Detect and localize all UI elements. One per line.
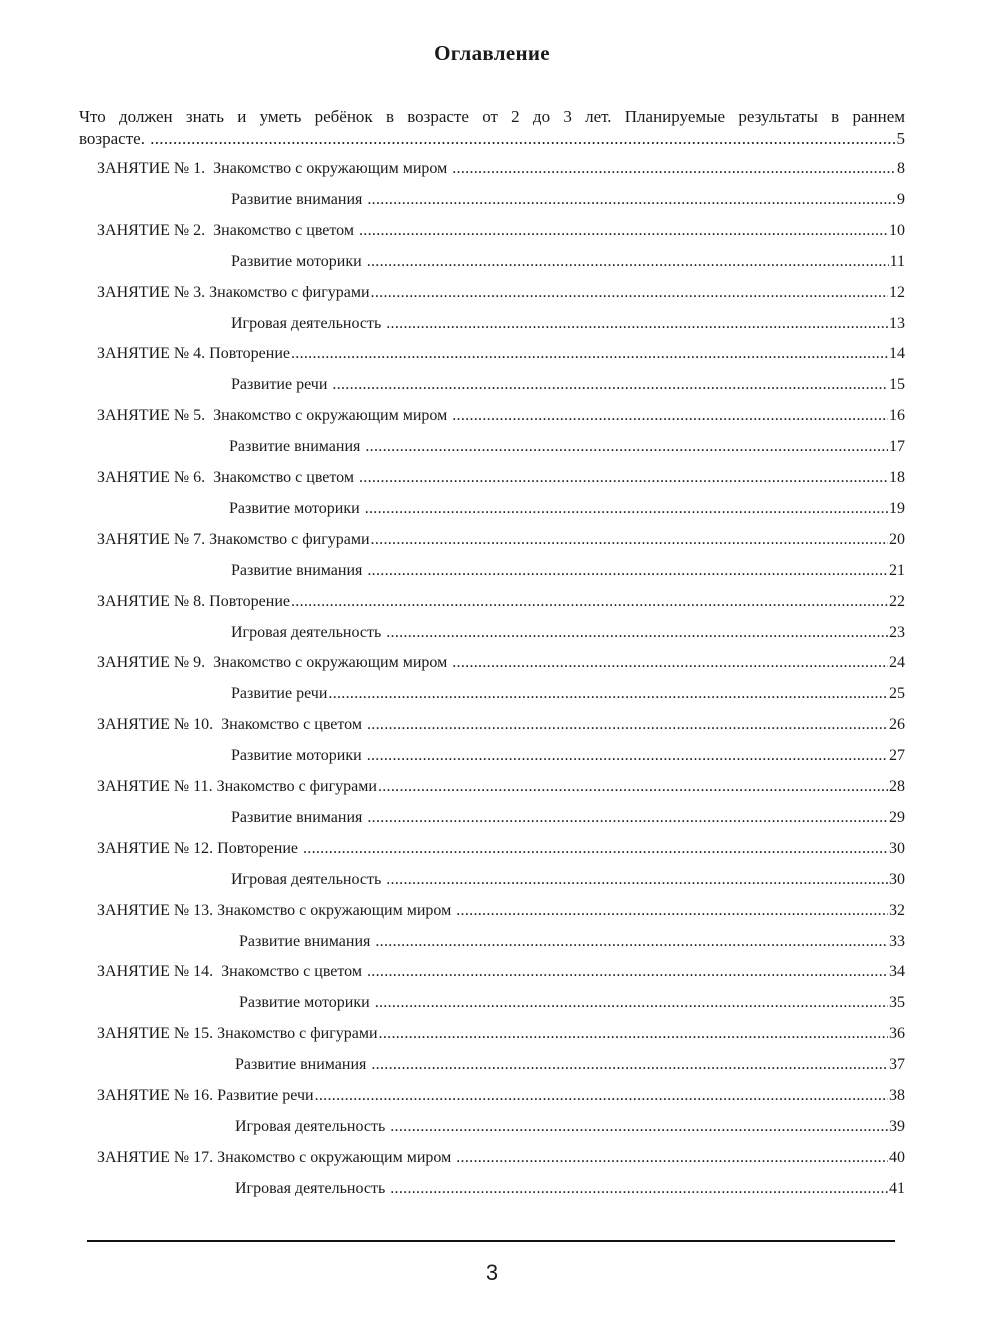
toc-entry-page: 35 (889, 994, 905, 1012)
toc-subentry (235, 1055, 905, 1075)
toc-subentry (229, 437, 905, 457)
toc-entry-page: 26 (889, 716, 905, 734)
toc-entry-text: Игровая деятельность (231, 870, 386, 888)
toc-entry-text: Развитие моторики (231, 747, 366, 765)
dot-leader (375, 932, 888, 952)
toc-entry-page: 18 (889, 469, 905, 486)
toc-entry-text: ЗАНЯТИЕ № 10. Знакомство с цветом (97, 716, 366, 734)
toc-lesson-entry (97, 406, 905, 426)
toc-subentry (231, 623, 905, 643)
toc-entry-page: 11 (889, 252, 905, 270)
toc-entry-text: ЗАНЯТИЕ № 13. Знакомство с окружающим миром (97, 901, 456, 919)
dot-leader (367, 561, 888, 581)
toc-lesson-entry (97, 653, 905, 673)
toc-entry-page: 36 (889, 1025, 905, 1043)
toc-subentry (235, 1117, 905, 1137)
toc-entry-text: Развитие внимания (235, 1056, 371, 1074)
dot-leader (452, 159, 896, 179)
dot-leader (456, 1148, 888, 1168)
dot-leader (365, 499, 888, 519)
dot-leader (303, 839, 888, 859)
toc-subentry (231, 808, 905, 828)
dot-leader (291, 344, 888, 364)
toc-lesson-entry (97, 344, 905, 364)
toc-entry-text: Развитие речи (231, 685, 328, 703)
toc-lesson-entry (97, 839, 905, 859)
toc-entry-text: ЗАНЯТИЕ № 6. Знакомство с цветом (97, 469, 358, 486)
toc-entry-text: ЗАНЯТИЕ № 12. Повторение (97, 839, 302, 857)
dot-leader (386, 623, 888, 643)
toc-entry-text: Игровая деятельность (231, 314, 386, 332)
dot-leader (452, 653, 888, 673)
toc-entry-page: 39 (889, 1117, 905, 1135)
toc-entry-text: Игровая деятельность (235, 1179, 390, 1197)
toc-entry-page: 28 (889, 778, 905, 795)
toc-subentry (231, 684, 905, 704)
toc-lesson-entry (97, 530, 905, 550)
toc-intro-page: 5 (896, 129, 905, 148)
toc-lesson-entry (97, 1024, 905, 1044)
toc-entry-text: ЗАНЯТИЕ № 8. Повторение (97, 592, 290, 610)
dot-leader (379, 1024, 888, 1044)
toc-lesson-entry (97, 901, 905, 921)
dot-leader (315, 1086, 888, 1106)
dot-leader (150, 128, 895, 150)
toc-subentry (231, 314, 905, 334)
dot-leader (332, 375, 888, 395)
page-title: Оглавление (434, 41, 550, 65)
toc-entry-page: 19 (889, 499, 905, 517)
toc-entry-page: 23 (889, 623, 905, 641)
toc-lesson-entry (97, 159, 905, 179)
toc-entry-text: ЗАНЯТИЕ № 14. Знакомство с цветом (97, 963, 366, 981)
toc-lesson-entry (97, 283, 905, 303)
toc-entry-text: Игровая деятельность (235, 1117, 390, 1135)
toc-subentry (239, 993, 905, 1013)
toc-subentry (239, 932, 905, 952)
toc-subentry (231, 190, 905, 210)
toc-subentry (231, 252, 905, 272)
toc-entry-page: 10 (889, 221, 905, 239)
dot-leader (367, 808, 888, 828)
toc-entry-page: 20 (889, 530, 905, 548)
toc-entry-text: ЗАНЯТИЕ № 9. Знакомство с окружающим миром (97, 654, 452, 672)
dot-leader (365, 437, 888, 457)
toc-entry-page: 38 (889, 1087, 905, 1104)
page-number: 3 (485, 1260, 499, 1285)
toc-lesson-entry (97, 777, 905, 797)
toc-subentry (235, 1179, 905, 1199)
toc-entry-text: ЗАНЯТИЕ № 2. Знакомство с цветом (97, 221, 358, 239)
dot-leader (386, 870, 888, 890)
toc-intro-entry (79, 106, 905, 150)
dot-leader (367, 746, 888, 766)
toc-entry-text: Развитие внимания (229, 438, 365, 456)
toc-entry-text: Развитие внимания (231, 190, 367, 208)
toc-subentry (229, 499, 905, 519)
toc-entry-page: 40 (889, 1148, 905, 1166)
toc-subentry (231, 870, 905, 890)
toc-entry-page: 22 (889, 592, 905, 610)
toc-entry-text: ЗАНЯТИЕ № 16. Развитие речи (97, 1087, 314, 1104)
toc-entry-text: Развитие моторики (231, 252, 366, 270)
toc-entry-page: 13 (889, 314, 905, 332)
toc-entry-page: 34 (889, 963, 905, 981)
dot-leader (291, 592, 888, 612)
toc-entry-text: ЗАНЯТИЕ № 17. Знакомство с окружающим миром (97, 1148, 456, 1166)
toc-lesson-entry (97, 715, 905, 735)
toc-entry-text: Развитие внимания (231, 808, 367, 826)
dot-leader (367, 252, 889, 272)
toc-entry-text: Игровая деятельность (231, 623, 386, 641)
toc-entry-page: 25 (889, 685, 905, 703)
toc-lesson-entry (97, 468, 905, 488)
dot-leader (452, 406, 888, 426)
dot-leader (328, 684, 888, 704)
toc-lesson-entry (97, 221, 905, 241)
dot-leader (390, 1179, 888, 1199)
toc-subentry (231, 561, 905, 581)
toc-entry-page: 15 (889, 376, 905, 394)
dot-leader (371, 1055, 888, 1075)
toc-entry-text: ЗАНЯТИЕ № 15. Знакомство с фигурами (97, 1025, 378, 1043)
toc-subentry (231, 746, 905, 766)
toc-entry-page: 30 (889, 870, 905, 888)
dot-leader (371, 283, 888, 303)
dot-leader (390, 1117, 888, 1137)
toc-entry-text: ЗАНЯТИЕ № 1. Знакомство с окружающим миром (97, 160, 452, 177)
toc-entry-text: ЗАНЯТИЕ № 5. Знакомство с окружающим миром (97, 407, 452, 425)
toc-lesson-entry (97, 1086, 905, 1106)
toc-entry-page: 17 (889, 438, 905, 456)
toc-lesson-entry (97, 962, 905, 982)
toc-entry-page: 12 (889, 283, 905, 301)
toc-intro-line2 (79, 128, 905, 150)
toc-lesson-entry (97, 1148, 905, 1168)
dot-leader (386, 314, 888, 334)
toc-entry-page: 29 (889, 808, 905, 826)
toc-entry-page: 8 (897, 160, 905, 177)
toc-entry-page: 14 (889, 345, 905, 363)
toc-entry-text: ЗАНЯТИЕ № 3. Знакомство с фигурами (97, 283, 370, 301)
dot-leader (367, 962, 888, 982)
toc-entry-text: Развитие речи (231, 376, 332, 394)
toc-entry-text: ЗАНЯТИЕ № 7. Знакомство с фигурами (97, 530, 370, 548)
toc-intro-line1: Что должен знать и уметь ребёнок в возрасте от 2 до 3 лет. Планируемые результаты в раннем (79, 107, 905, 126)
dot-leader (359, 468, 888, 488)
toc-entry-text: Развитие внимания (231, 561, 367, 579)
dot-leader (371, 530, 888, 550)
toc-entry-page: 41 (889, 1179, 905, 1197)
toc-entry-text: Развитие моторики (229, 499, 364, 517)
toc-entry-page: 32 (889, 901, 905, 919)
toc-entry-page: 27 (889, 747, 905, 765)
dot-leader (456, 901, 888, 921)
toc-entry-text: Развитие внимания (239, 932, 375, 950)
dot-leader (367, 190, 896, 210)
dot-leader (359, 221, 888, 241)
toc-entry-text: ЗАНЯТИЕ № 11. Знакомство с фигурами (97, 778, 377, 795)
dot-leader (378, 777, 888, 797)
toc-entry-page: 21 (889, 561, 905, 579)
toc-entry-page: 37 (889, 1056, 905, 1074)
footer-divider (87, 1240, 895, 1242)
toc-entry-page: 30 (889, 839, 905, 857)
dot-leader (375, 993, 888, 1013)
toc-entry-text: ЗАНЯТИЕ № 4. Повторение (97, 345, 290, 363)
toc-intro-line2-text: возрасте. (79, 129, 150, 148)
toc-entry-page: 9 (897, 190, 905, 208)
toc-entry-page: 24 (889, 654, 905, 672)
toc-entry-text: Развитие моторики (239, 994, 374, 1012)
toc-entry-page: 16 (889, 407, 905, 425)
toc-subentry (231, 375, 905, 395)
dot-leader (367, 715, 888, 735)
toc-entry-page: 33 (889, 932, 905, 950)
toc-lesson-entry (97, 592, 905, 612)
